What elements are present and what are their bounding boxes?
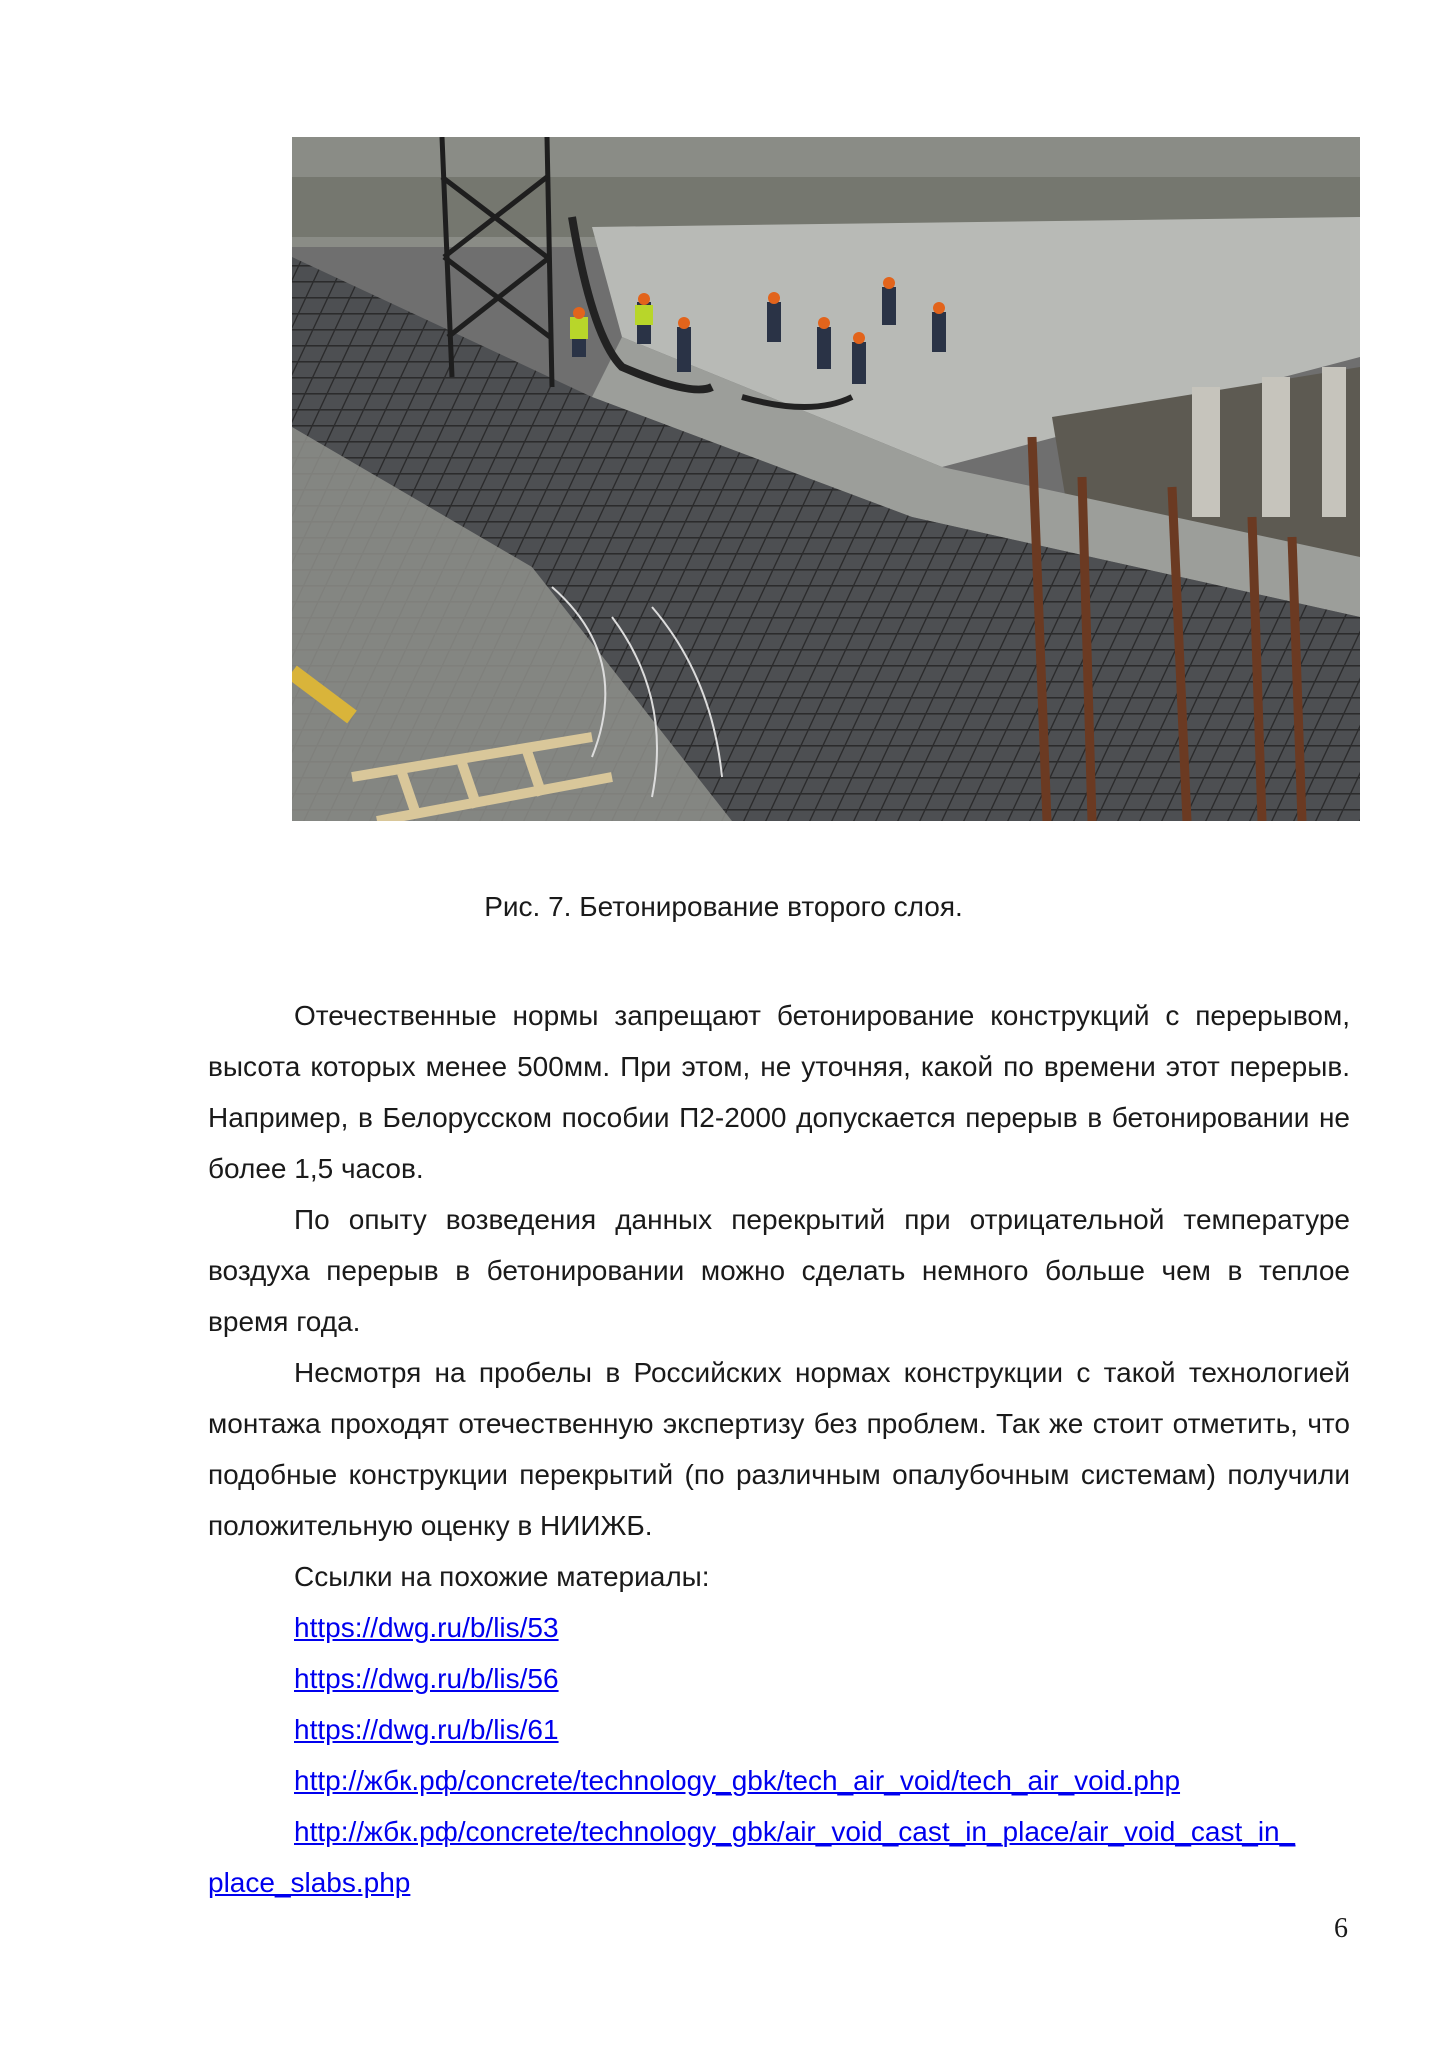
paragraph: Отечественные нормы запрещают бетонирование конструкций с перерывом, высота которых менее 500мм. При этом, не уточняя, какой по времени этот перерыв. Например, в Белорусском пособии П2-2000 допускается перерыв в бетонировании не более 1,5 часов.	[208, 1000, 1350, 1184]
list-item	[208, 1653, 1350, 1704]
list-item	[208, 1755, 1350, 1806]
link-line: http://жбк.рф/concrete/technology_gbk/air_void_cast_in_place/air_void_cast_in_	[294, 1816, 1296, 1847]
list-item	[208, 1704, 1350, 1755]
page-number: 6	[1334, 1913, 1348, 1944]
construction-site-photo	[292, 137, 1360, 821]
paragraph: Несмотря на пробелы в Российских нормах конструкции с такой технологией монтажа проходят отечественную экспертизу без проблем. Так же стоит отметить, что подобные конструкции перекрытий (по различным опалубочным системам) получили положительную оценку в НИИЖБ.	[208, 1357, 1350, 1541]
link[interactable]: https://dwg.ru/b/lis/61	[294, 1714, 559, 1745]
list-item	[208, 1806, 1350, 1908]
figure-caption: Рис. 7. Бетонирование второго слоя.	[484, 891, 963, 922]
link[interactable]	[208, 1806, 1350, 1898]
links-list	[208, 1602, 1350, 1908]
links-heading: Ссылки на похожие материалы:	[294, 1561, 710, 1592]
photo-illustration	[292, 137, 1360, 821]
link[interactable]: http://жбк.рф/concrete/technology_gbk/tech_air_void/tech_air_void.php	[294, 1765, 1181, 1796]
body-text	[208, 990, 1350, 1908]
link[interactable]: https://dwg.ru/b/lis/56	[294, 1663, 559, 1694]
paragraph: По опыту возведения данных перекрытий при отрицательной температуре воздуха перерыв в бетонировании можно сделать немного больше чем в теплое время года.	[208, 1204, 1350, 1337]
link-line: place_slabs.php	[208, 1867, 411, 1898]
list-item	[208, 1602, 1350, 1653]
link[interactable]: https://dwg.ru/b/lis/53	[294, 1612, 559, 1643]
